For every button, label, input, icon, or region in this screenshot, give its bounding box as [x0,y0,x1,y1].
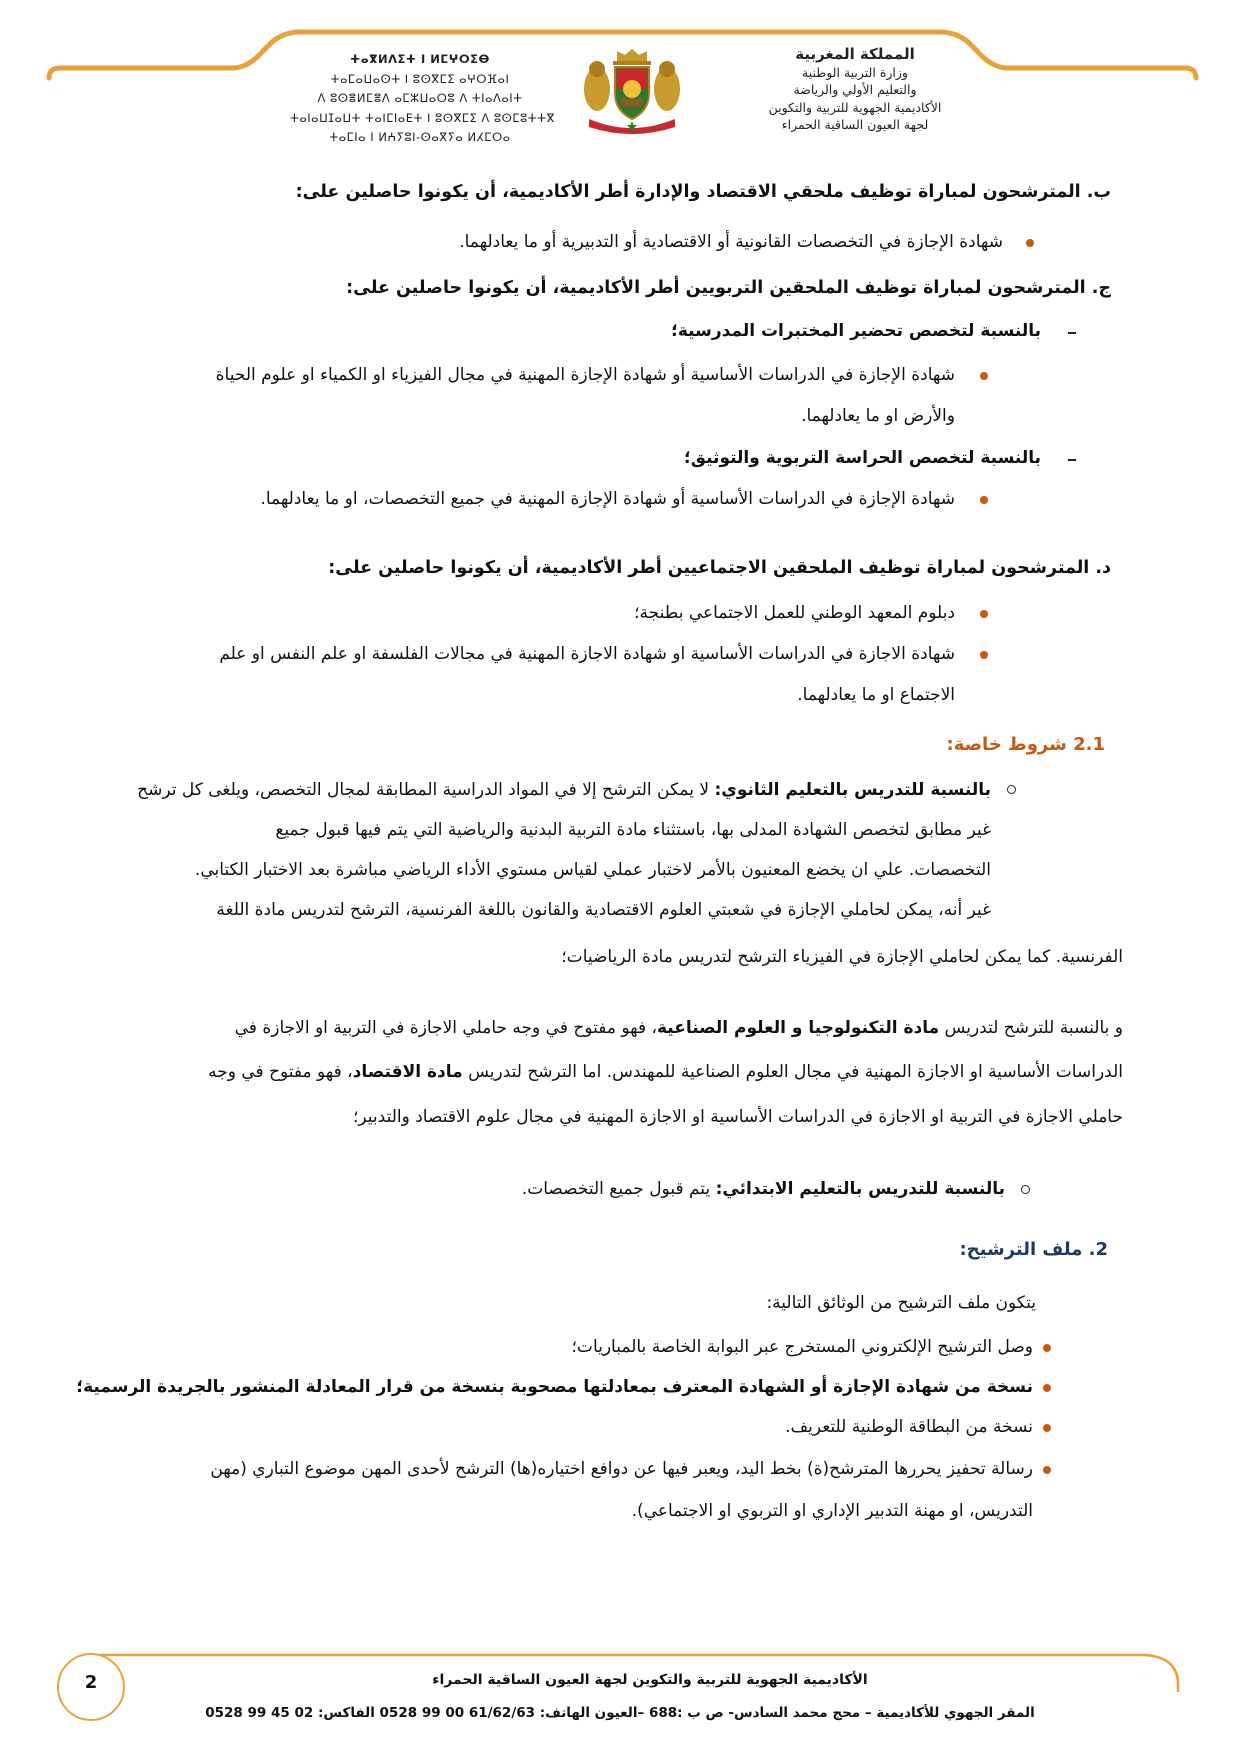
list-item-continuation: التدريس، او مهنة التدبير الإداري او التربوي او الاجتماعي). [631,1501,1033,1521]
arabic-header [720,46,990,134]
list-item: نسخة من البطاقة الوطنية للتعريف. [785,1417,1033,1437]
bullet-icon [980,372,988,380]
bullet-icon [980,651,988,659]
circle-bullet-icon [1021,1185,1030,1194]
bullet-icon [1026,239,1034,247]
list-item: وصل الترشيح الإلكتروني المستخرج عبر البوابة الخاصة بالمباريات؛ [571,1337,1033,1357]
inline-bold: مادة التكنولوجيا و العلوم الصناعية [656,1018,940,1038]
kingdom-title: المملكة المغربية [795,45,915,63]
bullet-icon [980,496,988,504]
list-item: شهادة الإجازة في الدراسات الأساسية أو شهادة الإجازة المهنية في جميع التخصصات، او ما يعادلهما. [260,489,955,509]
bullet-icon [980,610,988,618]
section-j-heading: ج. المترشحون لمباراة توظيف الملحقين التربويين أطر الأكاديمية، أن يكونوا حاصلين على: [346,278,1111,298]
paragraph-line: غير أنه، يمكن لحاملي الإجازة في شعبتي العلوم الاقتصادية والقانون باللغة الفرنسية، الترشح لتدريس مادة اللغة [216,900,991,920]
section-d-heading: د. المترشحون لمباراة توظيف الملحقين الاجتماعيين أطر الأكاديمية، أن يكونوا حاصلين على: [328,558,1111,578]
section-2-title: 2. ملف الترشيح: [959,1239,1108,1260]
bullet-icon [1043,1466,1051,1474]
inline-text: لا يمكن الترشح إلا في المواد الدراسية المطابقة لمجال التخصص، ويلغى كل ترشح [137,780,715,800]
list-item: شهادة الإجازة في الدراسات الأساسية أو شهادة الإجازة المهنية في مجال الفيزياء او الكمياء او علوم الحياة [215,365,955,385]
list-item-continuation: والأرض او ما يعادلهما. [801,406,955,426]
paragraph-line [235,1016,1123,1040]
bullet-icon [1043,1384,1051,1392]
paragraph-line: يتكون ملف الترشيح من الوثائق التالية: [766,1293,1036,1313]
sub-heading: بالنسبة لتخصص تحضير المختبرات المدرسية؛ [671,321,1041,341]
list-item: شهادة الاجازة في الدراسات الأساسية او شهادة الاجازة المهنية في مجالات الفلسفة او علم النفس او علم [219,644,955,664]
paragraph-line: التخصصات. علي ان يخضع المعنيون بالأمر لاختبار عملي لقياس مستوي الأداء الرياضي مباشرة بعد الاختبار الكتابي. [194,860,991,880]
section-2-1-title: 2.1 شروط خاصة: [946,734,1105,755]
inline-text: يتم قبول جميع التخصصات. [521,1179,716,1199]
sub-heading: بالنسبة لتخصص الحراسة التربوية والتوثيق؛ [684,448,1041,468]
tifinagh-line: ⵜⴰⵎⵏⴰ ⵏ ⵍⵄⵢⵓⵏ-ⵙⴰⴳⵢⴰ ⵍⵃⵎⵔⴰ [329,130,511,144]
academy-line: الأكاديمية الجهوية للتربية والتكوين [768,99,942,115]
paragraph-line [137,778,991,802]
inline-bold: مادة الاقتصاد [352,1062,463,1082]
section-b-heading: ب. المترشحون لمباراة توظيف ملحقي الاقتصاد والإدارة أطر الأكاديمية، أن يكونوا حاصلين على: [295,182,1111,202]
tifinagh-header [290,50,555,148]
dash-icon [1068,332,1076,334]
bullet-icon [1043,1424,1051,1432]
ministry-line: وزارة التربية الوطنية [802,64,908,80]
list-item: دبلوم المعهد الوطني للعمل الاجتماعي بطنجة؛ [634,603,955,623]
list-item: رسالة تحفيز يحررها المترشح(ة) بخط اليد، ويعبر فيها عن دوافع اختياره(ها) الترشح لأحدى المهن موضوع التباري (مهن [210,1459,1033,1479]
circle-bullet-icon [1007,785,1016,794]
page-number: 2 [84,1672,98,1693]
list-item-continuation: الاجتماع او ما يعادلهما. [797,685,955,705]
list-item: شهادة الإجازة في التخصصات القانونية أو الاقتصادية أو التدبيرية أو ما يعادلهما. [459,232,1003,252]
region-line: لجهة العيون الساقية الحمراء [781,117,929,132]
inline-text: ، فهو مفتوح في وجه [208,1062,353,1082]
list-item: نسخة من شهادة الإجازة أو الشهادة المعترف بمعادلتها مصحوبة بنسخة من قرار المعادلة المنشور بالجريدة الرسمية؛ [76,1377,1033,1397]
paragraph-line [208,1060,1123,1084]
footer-academy-name: الأكاديمية الجهوية للتربية والتكوين لجهة العيون الساقية الحمراء [432,1672,868,1688]
paragraph-line: غير مطابق لتخصص الشهادة المدلى بها، باستثناء مادة التربية البدنية والرياضية التي يتم فيها قبول جميع [275,820,991,840]
bullet-icon [1043,1344,1051,1352]
ministry-line: والتعليم الأولي والرياضة [793,82,917,97]
coat-of-arms-icon [577,45,687,135]
paragraph-line: حاملي الاجازة في التربية او الاجازة في الدراسات الأساسية او الاجازة المهنية في مجال علوم الاقتصاد والتدبير؛ [353,1107,1123,1127]
paragraph-line [522,1177,1005,1201]
tifinagh-line: ⵜⴰⵎⴰⵡⴰⵙⵜ ⵏ ⵓⵙⴳⵎⵉ ⴰⵖⵔⴼⴰⵏ [330,71,510,86]
tifinagh-line: ⴷ ⵓⵙⴻⵍⵎⴻⴷ ⴰⵎⵣⵡⴰⵔⵓ ⴷ ⵜⵏⴰⴷⴰⵏⵜ [317,91,523,105]
inline-bold: بالنسبة للتدريس بالتعليم الابتدائي: [715,1179,1005,1199]
dash-icon [1068,459,1076,461]
paragraph-line: الفرنسية. كما يمكن لحاملي الإجازة في الفيزياء الترشح لتدريس مادة الرياضيات؛ [561,947,1123,967]
tifinagh-line: ⵜⴰⴳⵍⴷⵉⵜ ⵏ ⵍⵎⵖⵔⵉⴱ [350,52,490,66]
inline-text: الدراسات الأساسية او الاجازة المهنية في مجال العلوم الصناعية للمهندس. اما الترشح لتدريس [462,1062,1123,1082]
inline-text: ، فهو مفتوح في وجه حاملي الاجازة في التربية او الاجازة في [234,1018,657,1038]
footer-address: المقر الجهوي للأكاديمية – محج محمد السادس- ص ب :688 –العيون الهاتف: 61/62/63 00 99 0528 الفاكس: 02 45 99 0528 [205,1705,1035,1721]
inline-bold: بالنسبة للتدريس بالتعليم الثانوي: [714,780,991,800]
inline-text: و بالنسبة للترشح لتدريس [939,1018,1123,1038]
tifinagh-line: ⵜⴰⵏⴰⵡⵊⴰⵡⵜ ⵜⴰⵏⵎⵏⴰⴹⵜ ⵏ ⵓⵙⴳⵎⵉ ⴷ ⵓⵙⵎⵓⵜⵜⴳ [290,110,555,125]
